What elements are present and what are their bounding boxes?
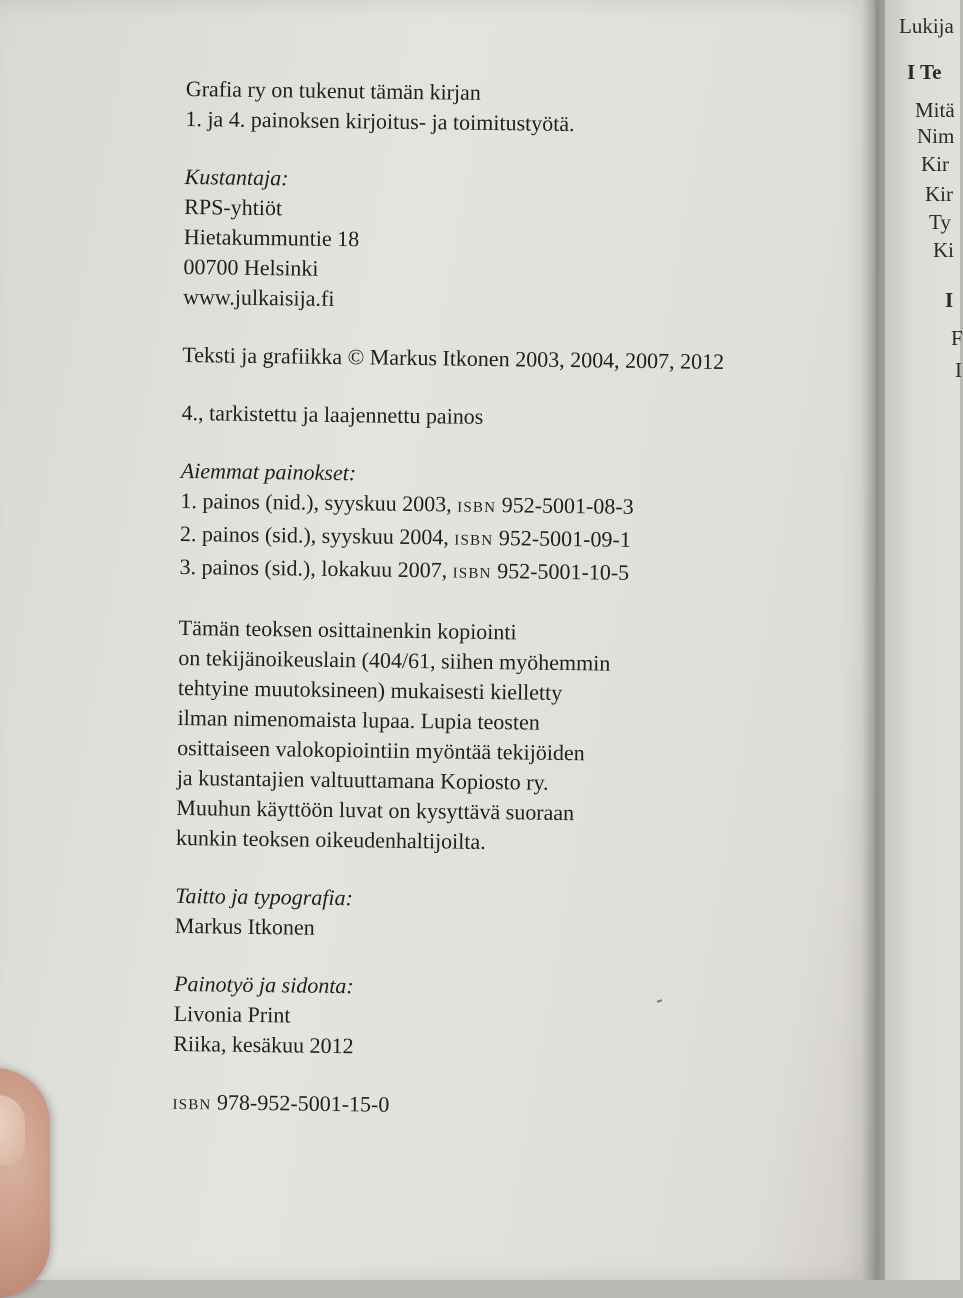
right-page-fragment: Ty bbox=[929, 210, 951, 234]
edition-line: 4., tarkistettu ja laajennettu painos bbox=[181, 399, 484, 429]
layout-credit-label: Taitto ja typografia: bbox=[175, 882, 354, 911]
publisher-city: 00700 Helsinki bbox=[183, 253, 319, 281]
publisher-name: RPS-yhtiöt bbox=[184, 193, 283, 221]
printing-label: Painotyö ja sidonta: bbox=[173, 970, 354, 999]
support-note-line-1: Grafia ry on tukenut tämän kirjan bbox=[185, 75, 482, 105]
colophon bbox=[172, 74, 836, 1128]
isbn-number: 952-5001-09-1 bbox=[493, 525, 631, 552]
copyright-line: Teksti ja grafiikka © Markus Itkonen 2003, 2004, 2007, 2012 bbox=[182, 341, 725, 375]
isbn-label: ISBN bbox=[454, 532, 494, 550]
legal-notice-line: Tämän teoksen osittainenkin kopiointi bbox=[178, 614, 517, 645]
right-page-fragment: Mitä bbox=[915, 98, 955, 122]
right-page-fragment: Lukija bbox=[899, 14, 954, 38]
edition-text: 2. painos (sid.), syyskuu 2004, bbox=[179, 520, 455, 550]
support-note-line-2: 1. ja 4. painoksen kirjoitus- ja toimitustyötä. bbox=[185, 105, 575, 137]
isbn-label: ISBN bbox=[457, 499, 497, 517]
publisher-label: Kustantaja: bbox=[184, 163, 289, 191]
isbn-number: 978-952-5001-15-0 bbox=[211, 1089, 390, 1117]
right-page bbox=[885, 0, 963, 1280]
right-page-fragment: Kir bbox=[921, 152, 949, 176]
edition-text: 1. painos (nid.), syyskuu 2003, bbox=[180, 487, 458, 517]
legal-notice-line: osittaiseen valokopiointiin myöntää tekijöiden bbox=[177, 734, 585, 766]
isbn-number: 952-5001-08-3 bbox=[496, 492, 634, 519]
right-page-fragment: F bbox=[951, 326, 963, 350]
previous-editions-label: Aiemmat painokset: bbox=[180, 457, 357, 486]
legal-notice-line: Muuhun käyttöön luvat on kysyttävä suoraan bbox=[176, 794, 575, 826]
legal-notice-line: kunkin teoksen oikeudenhaltijoilta. bbox=[175, 824, 486, 854]
publisher-street: Hietakummuntie 18 bbox=[183, 223, 360, 252]
legal-notice-line: tehtyine muutoksineen) mukaisesti kielletty bbox=[177, 674, 563, 705]
layout-credit-name: Markus Itkonen bbox=[174, 912, 315, 940]
print-place-date: Riika, kesäkuu 2012 bbox=[173, 1030, 354, 1059]
isbn-label: ISBN bbox=[452, 565, 492, 583]
edition-text: 3. painos (sid.), lokakuu 2007, bbox=[179, 553, 453, 583]
legal-notice-line: ilman nimenomaista lupaa. Lupia teosten bbox=[177, 704, 541, 735]
legal-notice-line: on tekijänoikeuslain (404/61, siihen myöhemmin bbox=[178, 644, 611, 676]
right-page-heading-fragment: I Te bbox=[907, 60, 942, 84]
right-page-fragment: I bbox=[955, 358, 962, 382]
right-page-fragment: Ki bbox=[933, 238, 954, 262]
isbn-number: 952-5001-10-5 bbox=[491, 558, 630, 585]
right-page-fragment: Kir bbox=[925, 182, 953, 206]
printer-name: Livonia Print bbox=[173, 1000, 291, 1028]
publisher-website: www.julkaisija.fi bbox=[182, 283, 335, 311]
isbn-label: ISBN bbox=[172, 1096, 212, 1114]
right-page-fragment: Nim bbox=[917, 124, 955, 148]
right-page-heading-fragment: I bbox=[945, 288, 954, 312]
legal-notice-line: ja kustantajien valtuuttamana Kopiosto ry. bbox=[176, 764, 549, 795]
